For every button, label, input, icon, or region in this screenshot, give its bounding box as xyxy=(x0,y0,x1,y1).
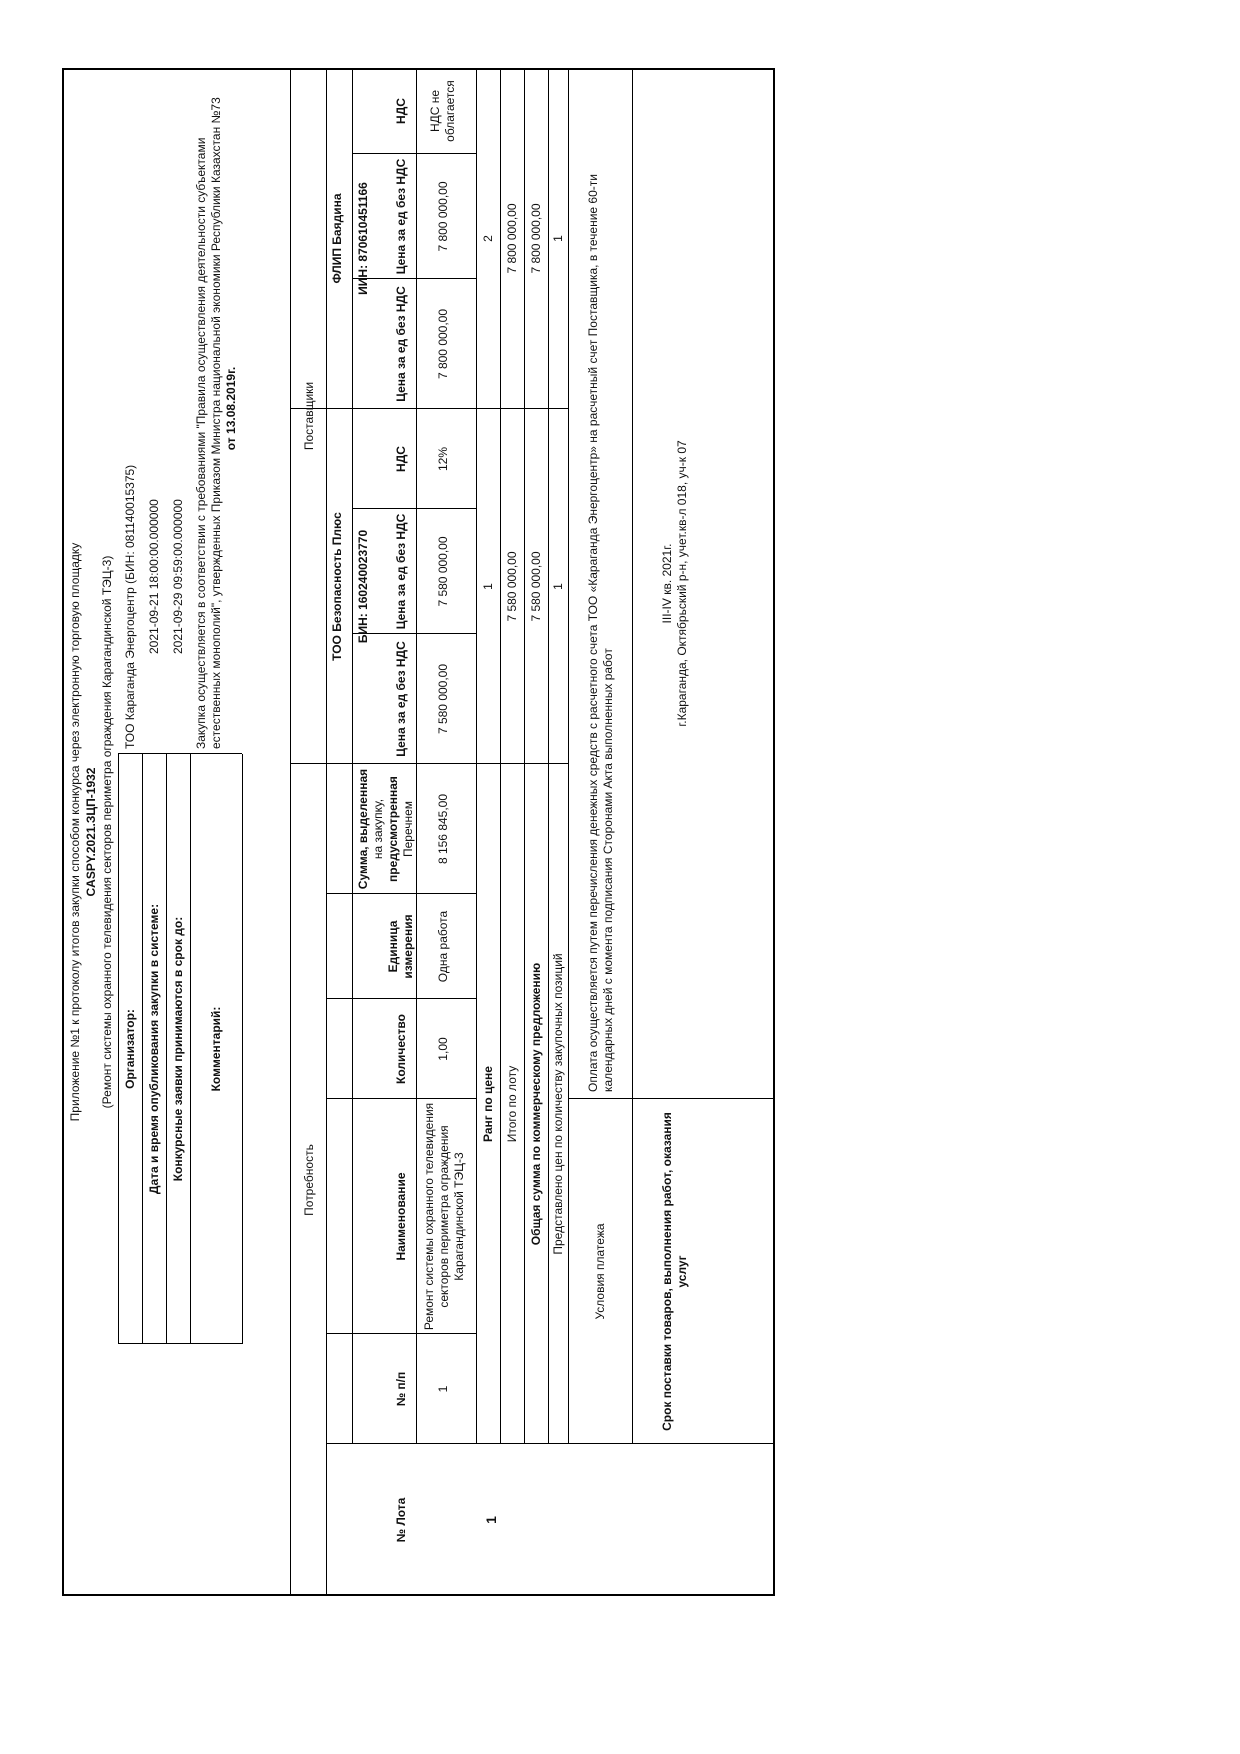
count-s1: 1 xyxy=(551,583,565,590)
need-header: Потребность xyxy=(302,1144,316,1216)
supplier-1-name: ТОО Безопасность Плюс xyxy=(330,512,344,661)
col-qty: Количество xyxy=(394,1014,408,1084)
row-unit: Одна работа xyxy=(436,910,450,983)
organizer-label: Организатор: xyxy=(123,1009,137,1089)
commercial-s2: 7 800 000,00 xyxy=(529,203,543,274)
deadline-value: 2021-09-29 09:59:00.000000 xyxy=(171,499,185,654)
col-sum-3: предусмотренная xyxy=(386,776,400,882)
comment-label: Комментарий: xyxy=(209,1006,223,1092)
total-label: Итого по лоту xyxy=(505,1065,519,1143)
count-s2: 1 xyxy=(551,235,565,242)
row-name-2: секторов периметра ограждения xyxy=(437,1125,451,1308)
supplier-1-id: БИН: 160240023770 xyxy=(356,529,370,644)
deadline-label: Конкурсные заявки принимаются в срок до: xyxy=(171,916,185,1182)
title-line-2: CASPY.2021.ЗЦП-1932 xyxy=(84,767,98,897)
published-value: 2021-09-21 18:00:00.000000 xyxy=(147,499,161,654)
s1-price-no-vat-b-header: Цена за ед без НДС xyxy=(394,513,408,630)
suppliers-header: Поставщики xyxy=(302,381,316,451)
delivery-label-2: услуг xyxy=(675,1255,689,1288)
col-name: Наименование xyxy=(394,1172,408,1261)
title-line-1: Приложение №1 к протоколу итогов закупки способом конкурса через электронную торговую площадку xyxy=(68,542,82,1122)
delivery-label-1: Срок поставки товаров, выполнения работ, оказания xyxy=(660,1112,674,1431)
s2-vat-header: НДС xyxy=(394,98,408,124)
row-name-1: Ремонт системы охранного телевидения xyxy=(422,1102,436,1331)
col-num: № п/п xyxy=(394,1371,408,1407)
s2-price-b: 7 800 000,00 xyxy=(436,181,450,252)
row-lot: 1 xyxy=(483,1516,499,1524)
s2-price-a: 7 800 000,00 xyxy=(436,308,450,380)
col-unit-2: измерения xyxy=(401,914,415,979)
comment-line-2: естественных монополий", утвержденных Приказом Министра национальной экономики Республики Казахстан №73 xyxy=(209,97,223,749)
s2-vat-2: облагается xyxy=(443,80,457,142)
payment-text-1: Оплата осуществляется путем перечисления денежных средств с расчетного счета ТОО «Караганда Энергоцентр» на расчетный счет Поставщика, в течение 60-ти xyxy=(586,174,600,1092)
row-qty: 1,00 xyxy=(436,1037,450,1061)
delivery-text-1: III-IV кв. 2021г. xyxy=(660,543,674,624)
delivery-text-2: г.Караганда, Октябрьский р-н, учет.кв-л 018, уч-к 07 xyxy=(675,440,689,727)
organizer-value: ТОО Караганда Энергоцентр (БИН: 081140015375) xyxy=(123,464,137,749)
col-unit-1: Единица xyxy=(386,920,400,973)
total-s2: 7 800 000,00 xyxy=(505,203,519,274)
total-s1: 7 580 000,00 xyxy=(505,551,519,622)
comment-line-3: от 13.08.2019г. xyxy=(224,366,238,451)
comment-line-1: Закупка осуществляется в соответствии с требованиями "Правила осуществления деятельности субъектами xyxy=(194,137,208,749)
col-sum-4: Перечнем xyxy=(401,800,415,858)
rank-s1: 1 xyxy=(481,583,495,590)
payment-text-2: календарных дней с момента подписания Сторонами Акта выполненных работ xyxy=(601,648,615,1092)
row-sum: 8 156 845,00 xyxy=(436,793,450,865)
count-label: Представлено цен по количеству закупочных позиций xyxy=(551,953,565,1255)
s1-price-a: 7 580 000,00 xyxy=(436,663,450,735)
rank-s2: 2 xyxy=(481,235,495,242)
s1-vat: 12% xyxy=(436,446,450,472)
published-label: Дата и время опубликования закупки в системе: xyxy=(147,903,161,1195)
s2-price-no-vat-a-header: Цена за ед без НДС xyxy=(394,286,408,402)
s1-price-b: 7 580 000,00 xyxy=(436,536,450,607)
s1-price-no-vat-a-header: Цена за ед без НДС xyxy=(394,641,408,757)
s1-vat-header: НДС xyxy=(394,446,408,472)
commercial-label: Общая сумма по коммерческому предложению xyxy=(529,962,543,1246)
supplier-2-name: ФЛИП Баядина xyxy=(330,193,344,284)
s2-price-no-vat-b-header: Цена за ед без НДС xyxy=(394,158,408,275)
supplier-2-id: ИИН: 870610451166 xyxy=(356,182,370,295)
s2-vat-1: НДС не xyxy=(428,89,442,133)
col-lot: № Лота xyxy=(394,1497,408,1543)
commercial-s1: 7 580 000,00 xyxy=(529,551,543,622)
col-sum-1: Сумма, выделенная xyxy=(356,768,370,890)
col-sum-2: на закупку, xyxy=(371,798,385,860)
row-name-3: Карагандинской ТЭЦ-3 xyxy=(452,1152,466,1281)
title-line-3: (Ремонт системы охранного телевидения секторов периметра ограждения Карагандинской ТЭЦ-3) xyxy=(100,555,114,1109)
row-num: 1 xyxy=(436,1385,450,1393)
rank-label: Ранг по цене xyxy=(481,1066,495,1142)
payment-label: Условия платежа xyxy=(593,1223,607,1320)
